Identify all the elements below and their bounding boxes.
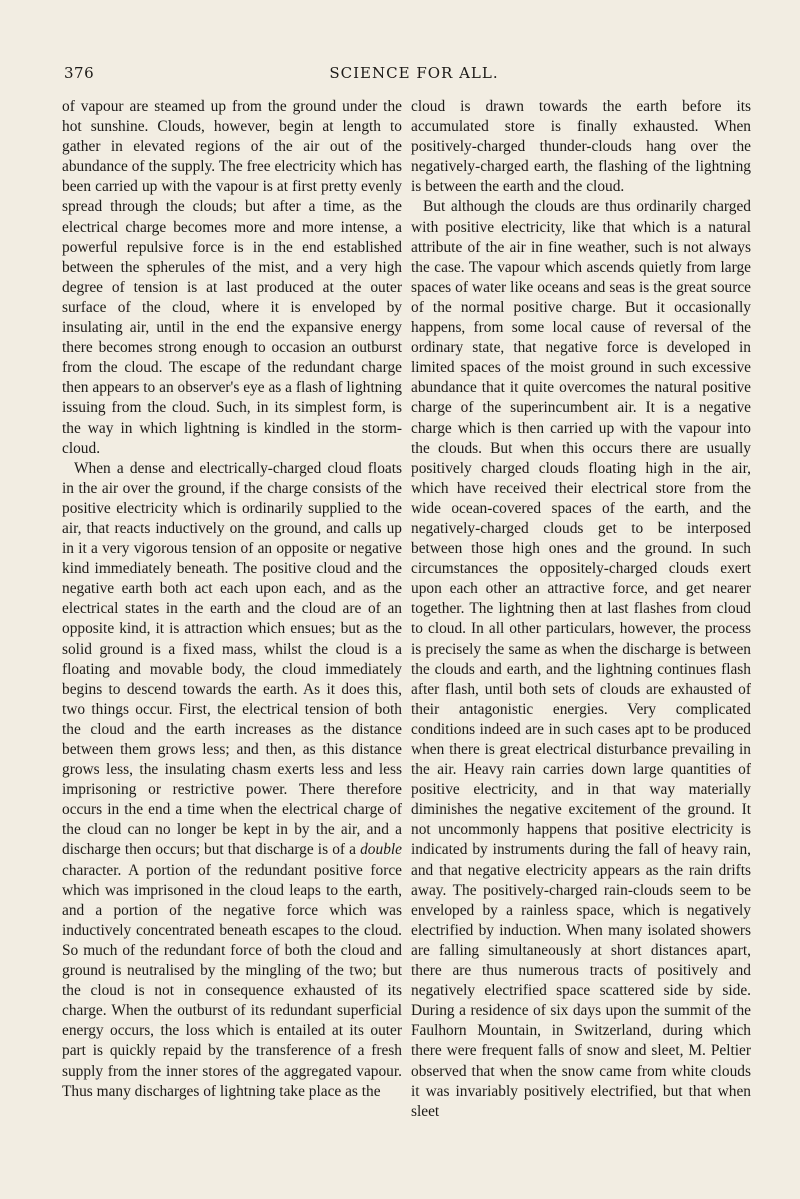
paragraph-text: When a dense and electrically-charged cloud floats in the air over the ground, if the charge consists of the positive electricity which is ordinarily supplied to the air, that reacts inductively on the ground, and calls up in it a very vigorous tension of an opposite or negative kind immediately beneath. The positive cloud and the negative earth both act each upon each, and as the electrical states in the earth and the cloud are of an opposite kind, it is attraction which ensues; but as the solid ground is a fixed mass, whilst the cloud is a floating and movable body, the cloud immediately begins to descend towards the earth. As it does this, two things occur. First, the electrical tension of both the cloud and the earth increases as the distance between them grows less; and then, as this distance grows less, the insulating chasm exerts less and less imprisoning or restrictive power. There therefore occurs in the end a time when the electrical charge of the cloud can no longer be kept in by the air, and a discharge then occurs; but that discharge is of a — [62, 459, 402, 859]
right-column — [411, 97, 751, 1122]
running-title: SCIENCE FOR ALL. — [329, 64, 499, 82]
paragraph: cloud is drawn towards the earth before its accumulated store is finally exhausted. When positively-charged thunder-clouds hang over the negatively-charged earth, the flashing of the lightning is between the earth and the cloud. — [411, 98, 751, 196]
left-column — [62, 97, 402, 1102]
page-number: 376 — [64, 64, 95, 82]
page-header — [64, 64, 764, 88]
paragraph — [62, 459, 402, 1102]
paragraph: of vapour are steamed up from the ground under the hot sunshine. Clouds, however, begin at length to gather in elevated regions of the air out of the abundance of the supply. The free electricity which has been carried up with the vapour is at first pretty evenly spread through the clouds; but after a time, as the electrical charge becomes more and more intense, a powerful repulsive force is in the end established between the spherules of the mist, and a very high degree of tension is at last produced at the outer surface of the cloud, where it is enveloped by insulating air, until in the end the expansive energy there becomes strong enough to occasion an outburst from the cloud. The escape of the redundant charge then appears to an observer's eye as a flash of lightning issuing from the cloud. Such, in its simplest form, is the way in which lightning is kindled in the storm-cloud. — [62, 98, 402, 457]
paragraph-text: character. A portion of the redundant positive force which was imprisoned in the cloud leaps to the earth, and a portion of the negative force which was inductively concentrated beneath escapes to the cloud. So much of the redundant force of both the cloud and ground is neutralised by the mingling of the two; but the cloud is not in consequence exhausted of its charge. When the outburst of its redundant superficial energy occurs, the loss which is entailed at its outer part is quickly repaid by the transference of a fresh supply from the inner stores of the aggregated vapour. Thus many discharges of lightning take place as the — [62, 861, 402, 1100]
paragraph: But although the clouds are thus ordinarily charged with positive electricity, like that which is a natural attribute of the air in fine weather, such is not always the case. The vapour which ascends quietly from large spaces of water like oceans and seas is the great source of the normal positive charge. But it occasionally happens, from some local cause of reversal of the ordinary state, that negative force is developed in limited spaces of the moist ground in such excessive abundance that it quite overcomes the natural positive charge of the superincumbent air. It is a negative charge which is then carried up with the vapour into the clouds. But when this occurs there are usually positively charged clouds floating high in the air, which have received their electrical store from the wide ocean-covered spaces of the earth, and the negatively-charged clouds get to be interposed between those high ones and the ground. In such circumstances the oppositely-charged clouds exert upon each other an attractive force, and get nearer together. The lightning then at last flashes from cloud to cloud. In all other particulars, however, the process is precisely the same as when the discharge is between the clouds and earth, and the lightning continues flash after flash, until both sets of clouds are exhausted of their antagonistic energies. Very complicated conditions indeed are in such cases apt to be produced when there is great electrical disturbance prevailing in the air. Heavy rain carries down large quantities of positive electricity, and in that way materially diminishes the negative excitement of the ground. It not uncommonly happens that positive electricity is indicated by instruments during the fall of heavy rain, and that negative electricity appears as the rain drifts away. The positively-charged rain-clouds seem to be enveloped by a rainless space, which is negatively electrified by induction. When many isolated showers are falling simultaneously at short distances apart, there are thus numerous tracts of positively and negatively electrified space scattered side by side. During a residence of six days upon the summit of the Faulhorn Mountain, in Switzerland, during which there were frequent falls of snow and sleet, M. Peltier observed that when the snow came from white clouds it was invariably positively electrified, but that when sleet — [411, 198, 751, 1120]
emphasis-text: double — [360, 841, 402, 859]
